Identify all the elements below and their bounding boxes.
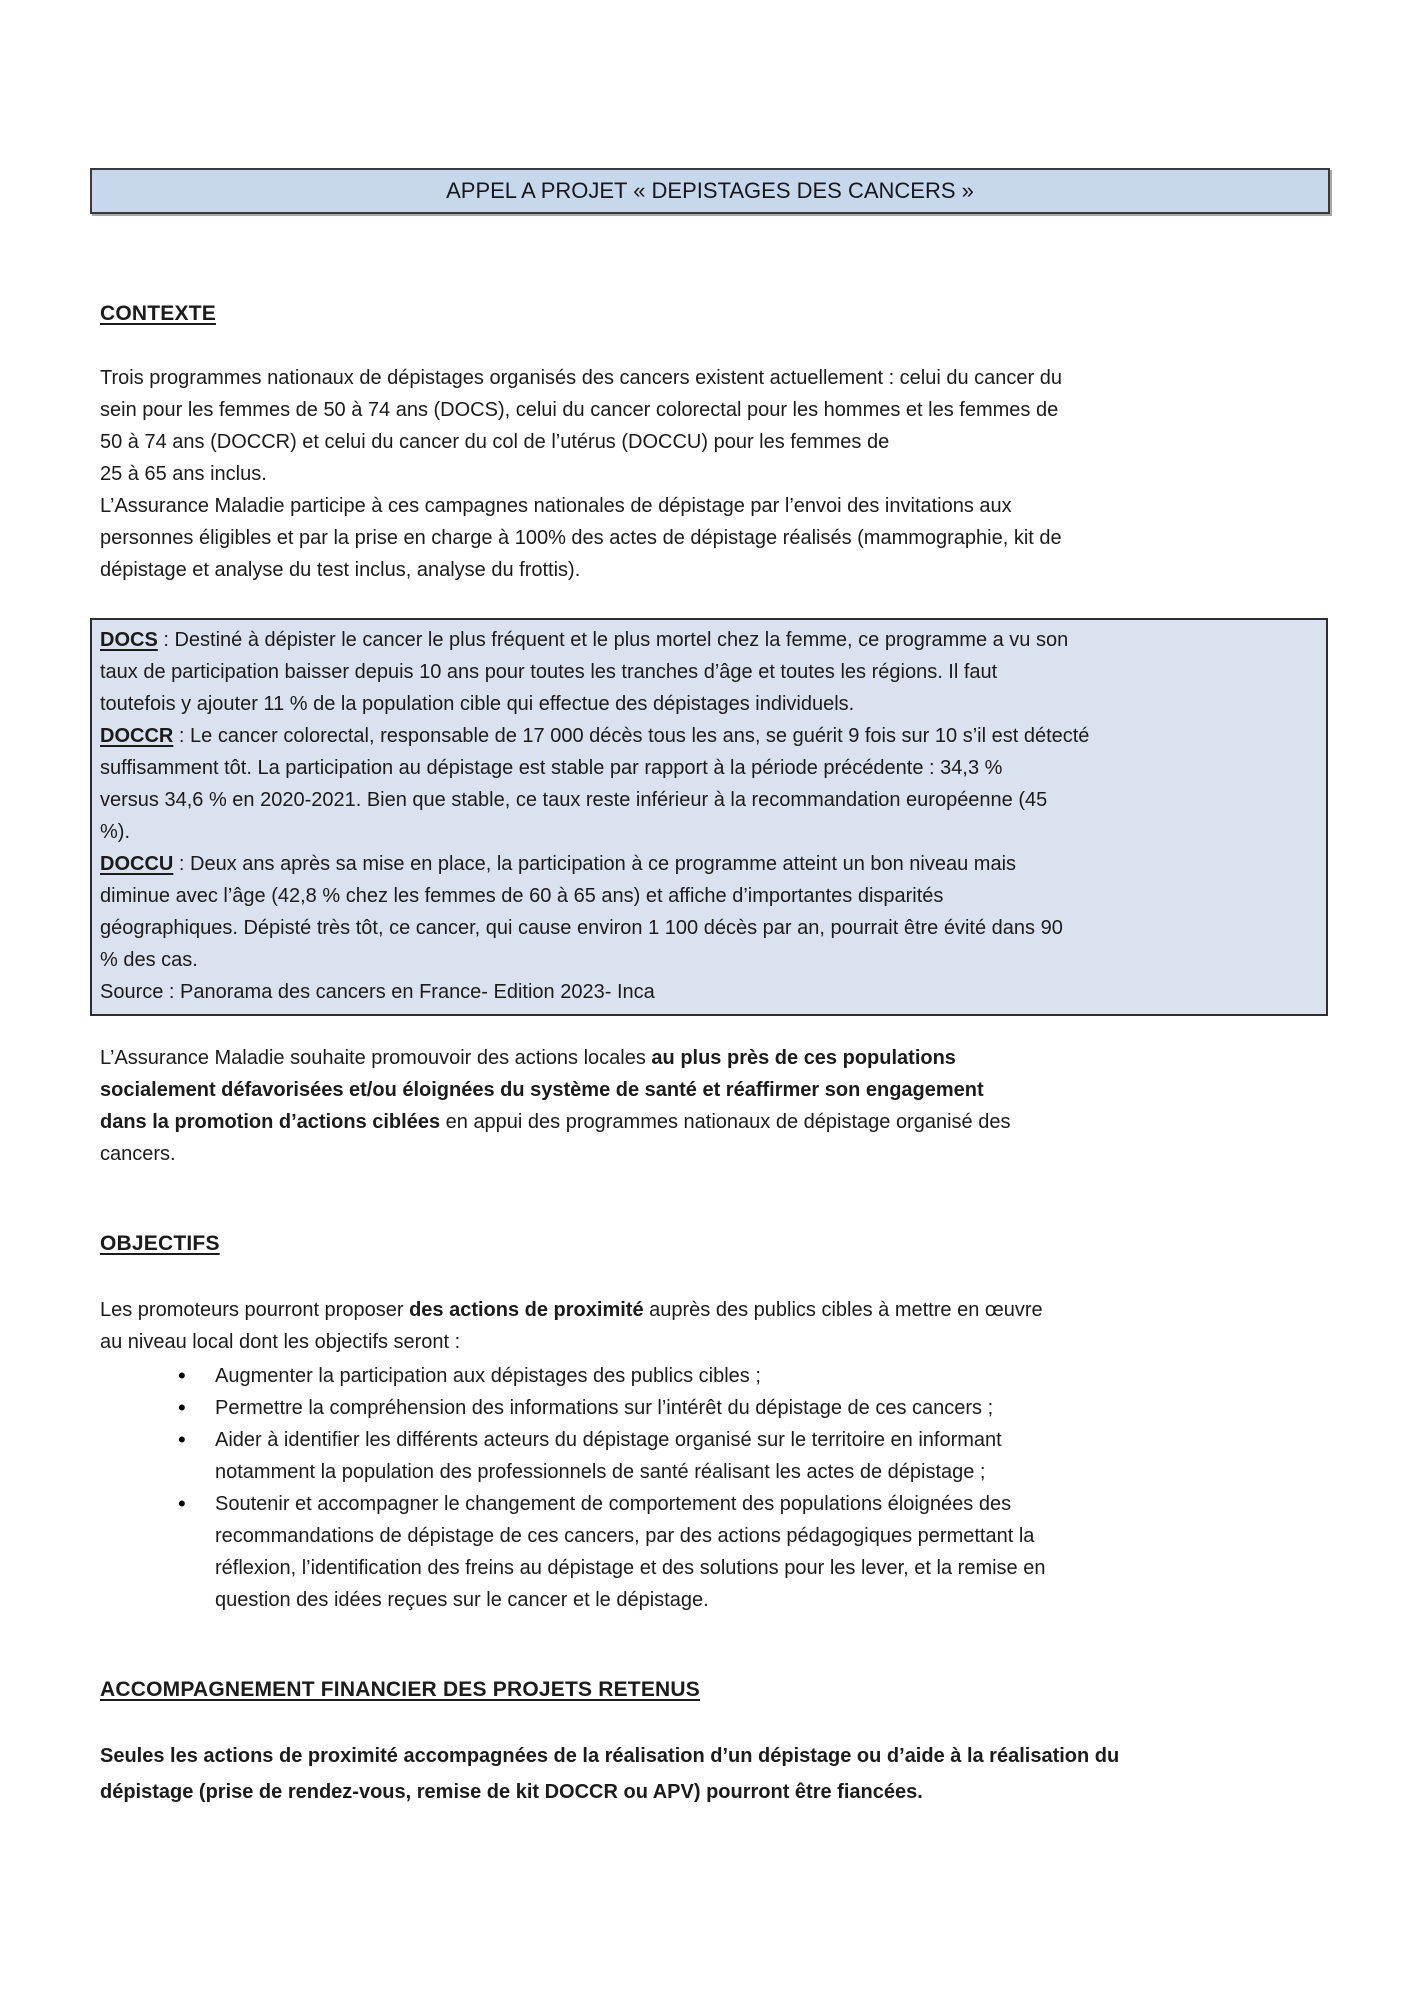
objective-item (90, 1392, 1326, 1424)
text-line: Les promoteurs pourront proposer des actions de proximité auprès des publics cibles à mettre en œuvre (100, 1299, 1043, 1321)
info-box-item-docs (100, 624, 1316, 720)
text-line: 50 à 74 ans (DOCCR) et celui du cancer du col de l’utérus (DOCCU) pour les femmes de (100, 431, 890, 453)
info-box-screening-programs (90, 618, 1328, 1016)
text-line: Trois programmes nationaux de dépistages organisés des cancers existent actuellement : celui du cancer du (100, 367, 1063, 389)
paragraph-financement (100, 1738, 1326, 1810)
text-line: taux de participation baisser depuis 10 ans pour toutes les tranches d’âge et toutes les régions. Il faut (100, 661, 998, 683)
text-line: DOCCU : Deux ans après sa mise en place, la participation à ce programme atteint un bon niveau mais (100, 853, 1017, 875)
info-box-source: Source : Panorama des cancers en France- Edition 2023- Inca (100, 981, 655, 1003)
section-heading-contexte: CONTEXTE (100, 302, 216, 325)
text-line: socialement défavorisées et/ou éloignées du système de santé et réaffirmer son engagement (100, 1079, 984, 1101)
text-line: dépistage et analyse du test inclus, analyse du frottis). (100, 559, 581, 581)
term-doccu: DOCCU (100, 853, 174, 875)
page-title: APPEL A PROJET « DEPISTAGES DES CANCERS » (446, 178, 974, 203)
text-line: recommandations de dépistage de ces cancers, par des actions pédagogiques permettant la (215, 1525, 1035, 1547)
text-line: dépistage (prise de rendez-vous, remise de kit DOCCR ou APV) pourront être fiancées. (100, 1781, 923, 1803)
title-banner (90, 168, 1330, 214)
term-docs: DOCS (100, 629, 158, 651)
text-line: toutefois y ajouter 11 % de la population cible qui effectue des dépistages individuels. (100, 693, 855, 715)
paragraph-objectifs-intro (100, 1294, 1326, 1358)
text-line: 25 à 65 ans inclus. (100, 463, 267, 485)
objective-item (90, 1488, 1326, 1616)
text-line: réflexion, l’identification des freins au dépistage et des solutions pour les lever, et la remise en (215, 1557, 1046, 1579)
text-line: diminue avec l’âge (42,8 % chez les femmes de 60 à 65 ans) et affiche d’importantes disparités (100, 885, 944, 907)
term-doccr: DOCCR (100, 725, 174, 747)
text-line: suffisamment tôt. La participation au dépistage est stable par rapport à la période précédente : 34,3 % (100, 757, 1003, 779)
text-line: cancers. (100, 1143, 176, 1165)
text-line: • Augmenter la participation aux dépistages des publics cibles ; (215, 1365, 761, 1387)
text-line: Seules les actions de proximité accompagnées de la réalisation d’un dépistage ou d’aide à la réalisation du (100, 1745, 1120, 1767)
objective-item (90, 1360, 1326, 1392)
objectives-list (90, 1360, 1326, 1616)
info-box-item-doccu (100, 848, 1316, 976)
text-line: notamment la population des professionnels de santé réalisant les actes de dépistage ; (215, 1461, 986, 1483)
text-line: dans la promotion d’actions ciblées en appui des programmes nationaux de dépistage organisé des (100, 1111, 1011, 1133)
text-line: L’Assurance Maladie souhaite promouvoir des actions locales au plus près de ces populations (100, 1047, 956, 1069)
text-line: %). (100, 821, 130, 843)
text-line: personnes éligibles et par la prise en charge à 100% des actes de dépistage réalisés (mammographie, kit de (100, 527, 1062, 549)
text-line: géographiques. Dépisté très tôt, ce cancer, qui cause environ 1 100 décès par an, pourrait être évité dans 90 (100, 917, 1063, 939)
objective-item (90, 1424, 1326, 1488)
text-line: • Permettre la compréhension des informations sur l’intérêt du dépistage de ces cancers ; (215, 1397, 994, 1419)
text-line: L’Assurance Maladie participe à ces campagnes nationales de dépistage par l’envoi des invitations aux (100, 495, 1012, 517)
text-line: question des idées reçues sur le cancer et le dépistage. (215, 1589, 709, 1611)
section-heading-financement: ACCOMPAGNEMENT FINANCIER DES PROJETS RETENUS (100, 1678, 700, 1701)
paragraph-promotion (100, 1042, 1326, 1170)
text-line: DOCCR : Le cancer colorectal, responsable de 17 000 décès tous les ans, se guérit 9 fois sur 10 s’il est détecté (100, 725, 1090, 747)
text-line: • Soutenir et accompagner le changement de comportement des populations éloignées des (215, 1493, 1012, 1515)
text-line: DOCS : Destiné à dépister le cancer le plus fréquent et le plus mortel chez la femme, ce programme a vu son (100, 629, 1069, 651)
text-line: • Aider à identifier les différents acteurs du dépistage organisé sur le territoire en informant (215, 1429, 1002, 1451)
info-box-item-doccr (100, 720, 1316, 848)
text-line: % des cas. (100, 949, 198, 971)
text-line: au niveau local dont les objectifs seront : (100, 1331, 461, 1353)
paragraph-contexte-intro (100, 362, 1326, 586)
section-heading-objectifs: OBJECTIFS (100, 1232, 220, 1255)
text-line: sein pour les femmes de 50 à 74 ans (DOCS), celui du cancer colorectal pour les hommes et les femmes de (100, 399, 1059, 421)
text-line: versus 34,6 % en 2020-2021. Bien que stable, ce taux reste inférieur à la recommandation européenne (45 (100, 789, 1048, 811)
